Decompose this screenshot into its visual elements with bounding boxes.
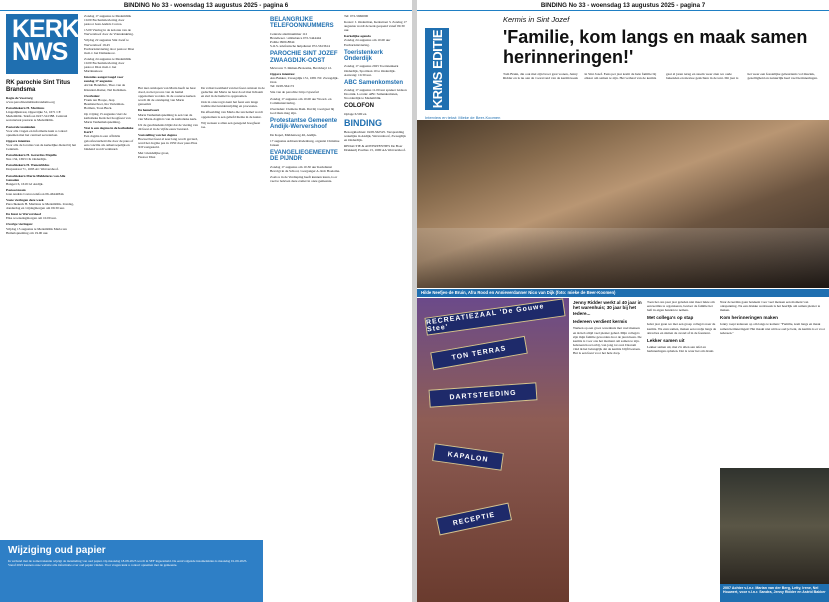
main-photo: [417, 120, 829, 288]
church-column-3: Het niet ontslapen van Maria heeft na haar dood, na het proces van de hemel opgenomen worden. In de oosterse kerken wordt dit de ontslaping van Maria genoemd. De hemelvaart Maria Tenhemelopneming is een van de vier Maria-dogma's van de katholieke kerk. Uit de geschiedenis blijkt dat de viering van dit feest al in de vijfde eeuw bestond. Vaststelling van het dogma Hoewel het feest al zeer lang wordt gevierd, werd het dogma pas in 1950 door paus Pius XII vastgesteld. Met vriendelijke groet, Pastoor Diaz: [138, 86, 198, 160]
kerknws-logo: KERK NWS: [12, 15, 79, 66]
oud-papier-banner: [0, 540, 263, 602]
krms-editie-label: [425, 28, 449, 110]
column3-sub2: Lekker samen uit: [647, 337, 685, 343]
section-maria: Parochiekern Maria Middelares van Alle Genaden: [6, 173, 66, 182]
phone-number: Tel: 0228-564172: [270, 84, 295, 89]
colofon-sub: Oplage 6.500 ex.: [344, 111, 368, 116]
evangelie-title: EVANGELIEGEMEENTE DE PIJNDR: [270, 150, 338, 163]
article-column-3: Naar de kermis gaan betekent voor veel mensen een moment van ontspanning. Na een drukke werkweek is het heerlijk om samen plezier te maken. Kom herinneringen maken Jenny roept iedereen op om langs te komen: "Familie, kom langs en maak samen herinneringen! Het maakt niet uit hoe oud je bent, de kermis is er voor iedereen.": [720, 300, 825, 335]
photo-tables: [417, 228, 829, 288]
intro-text: Tom Bruin, die ook met zijn broer gaat wonen, Jenny Ridder en is nu aan de vooravond van de kermisweek in Sint Jozef. Eens per jaar komt de hele familie bij elkaar om samen te zijn. Het verhaal van de kermis gaat al jaren terug en steeds weer zien we oude bekenden en nieuwe gezichten in de tent. Dit jaar is het weer een feestelijke gebeurtenis vol muziek, gezelligheid en natuurlijk heel veel herinneringen.: [503, 72, 818, 81]
church-column-2: Zondag 17 augustus te Medemblik 10.00 Eucharistieviering door pastoor Jean Andrés Correa. 13.00 Viering in de kolonie van de Wervershoof door de Vriendenkring. Vrijdag 22 augustus Sint Jozef te Wervershoof 19.45 Eucharistieviering door pastoor Diaz m.m.v. het Dameskoor. Zondag 24 augustus te Medemblik 10.00 Eucharistieviering door pastoor Diaz m.m.v. het Martinuskoor. Intenties aangevraagd voor zondag 17 augustus Alcide Hendrikx, Theo van de Klundert-Ruiter, Nel Kolkman. Overleden: Frank ten Hoope, Jaap Beemsterboer, Ina Verteiman-Botman, Toon Buck. Op vrijdag 15 augustus viert de katholieke Kerk het hoogfeest van Maria Tenhemelopneming. Wat is een dogma in de katholieke Kerk? Een dogma is een officiële geloofswaarheid die door de paus of een concilie als onherroepelijk en bindend wordt verklaard.: [84, 14, 134, 151]
right-newspaper-page: [417, 0, 829, 602]
group-photo: [720, 468, 829, 584]
church-column-1: RK parochie Sint Titus Brandsma Regio de Voorzorg www.parochiesinttitusbrandsma.org Parochiekern H. Martinus Lingedijkstraat, Opperrijke 51, 1671 CE Medemblik. Telefoon 0227-541388. Centraal secretariaat pastorie te Medemblik. Pastorale teamleden Voor alle vragen en informatie kunt u contact opnemen met het centraal secretariaat. Opgave intenties Voor alle de locaties van de kerkelijke dienst bij het Centrum. Parochiekern H. Gerardus Majella Nes 134, 1693 CK Onderdijk. Parochiekern H. Wenenfridus Dorpsstraat 71, 1693 AC Wervershoof. Parochiekern Maria Middelares van Alle Genaden Bangert 6, 1619 GJ Andijk. Pastoorsteam Jean Andrés Correa telefoon 06-46442844. Vaste vieringen deze week Parochiekerk H. Martinus te Medemblik. Zondag, donderdag en vrijdagmorgen om 09.30 uur. De Inzet te Wervershoof Elke woensdagmorgen om 10.00 uur. Overige vieringen: Vrijdag 15 augustus te Medemblik Maria ten Hemelopneming om 19.00 uur.: [6, 80, 77, 235]
group-photo-caption: 2007 Achter v.l.n.r. Marian van der Berg, Letty, Irene, Nel Houwert, voor v.l.n.r. Sandra, Jenny Ridder en Astrid Bakker: [720, 584, 829, 602]
sign-kapalon: KAPALON: [432, 443, 504, 471]
article-column-1: Jenny Ridder werkt al 40 jaar in het warenhuis; 30 jaar bij het Iedere... Iedereen verdient kermis Werken op een groot warenhuis met veel mensen en ik heb altijd veel plezier gehad. Mijn collega's zijn mijn familie geworden door de jaren heen. De kermis is voor ons het moment om samen te zijn. Iedereen hoort erbij, van jong tot oud. Daarom vind ik het belangrijk dat de kermis blijft bestaan. Het is een feest voor het hele dorp.: [573, 300, 642, 355]
parochiekern-title: Parochiekern H. Martinus: [6, 106, 45, 111]
column2-subhead: Met collega's op stap: [647, 315, 694, 321]
overige-head: Overige vieringen:: [6, 222, 34, 227]
pastoor-head: Pastoorsteam: [6, 187, 26, 192]
vieringen-head: Vaste vieringen deze week: [6, 197, 44, 202]
parochie-title: PAROCHIE SINT JOZEF ZWAAGDIJK-OOST: [270, 51, 338, 64]
sign-recreatiezaal: RECREATIEZAAL 'De Gouwe Stee': [424, 298, 565, 335]
right-page-header: [417, 0, 829, 11]
church-column-4: De volksvroomheid van het feest ontstaat in de gedachte dat Maria na haar dood met lichaam en ziel in de hemel is opgenomen. Ook in onze regio kent het feest een lange traditie met kruidenwijding en processies. De afbeelding van Maria die ten hemel wordt opgenomen is een geliefd thema in de kunst. Wij wensen u allen een gezegend hoogfeest toe.: [201, 86, 265, 129]
binding-logo: BINDING: [344, 117, 382, 128]
left-page-header: [0, 0, 412, 11]
opgave-intenties: Opgave intenties:: [270, 72, 296, 77]
opgave-head: Opgave intenties: [6, 138, 31, 143]
byline: Interview en tekst: Mieke de Beer-Koomen: [425, 115, 501, 120]
column1-subhead: Iedereen verdient kermis: [573, 319, 628, 325]
section-wenenfridus: Parochiekern H. Wenenfridus: [6, 163, 50, 168]
col2-dogma-head: Wat is een dogma in de katholieke Kerk?: [84, 126, 134, 135]
article-column-2: Toen het ons paar jaar geleden niet meer lukte om een kermis te organiseren, besloot de familie het heft in eigen handen te nemen. Met collega's op stap Ieder jaar gaan we met een groep collega's naar de kermis. We eten samen, maken een rondje langs de attracties en sluiten de avond af in de feesttent. Lekker samen uit Lekker samen uit, met z'n allen aan tafel en herinneringen ophalen. Dat is waar het om draait.: [647, 300, 717, 354]
sign-receptie: RECEPTIE: [436, 503, 512, 536]
church-name: RK parochie Sint Titus Brandsma: [6, 80, 71, 93]
belangrijke-title: BELANGRIJKE TELEFOONNUMMERS: [270, 17, 334, 30]
main-photo-caption: Hilde Neefjes-de Bruin, Afra Rood en Annieverdanner Nico van Dijk (foto: mieke de Beer-Koomen): [417, 289, 829, 297]
section-gerardus: Parochiekern H. Gerardus Majella: [6, 153, 57, 158]
abc-title: ABC Samenkomsten: [344, 79, 404, 86]
protestant-title: Protestantse Gemeente Andijk-Wervershoof: [270, 117, 338, 131]
colofon-title: COLOFON: [344, 103, 374, 110]
sign-ton-terras: TON TERRAS: [430, 336, 528, 370]
left-page-header-text: BINDING No 33 - woensdag 13 augustus 2025 - pagina 6: [123, 1, 289, 9]
col2-overleden-head: Overleden:: [84, 93, 101, 98]
church-region: Regio de Voorzorg: [6, 96, 33, 100]
info-column-6: Tel: 072-5666000 Koster: J. Onderman, Kerkstraat 3. Zondag 17 augustus wordt de kerk geopend vanaf 09.30 uur. Kerkelijke agenda Zondag 24 augustus om 10.00 uur Eucharistieviering. Toeristenkerk Onderdijk Zondag 17 augustus 2025 Toeristenkerk Onderdijk, Sportlaan 10 te Onderdijk. Aanvang: 10.30 uur. ABC Samenkomsten Zondag 17 augustus 11.00 uur spreker Gideon Doornik. Locatie: ABC Samenkomsten, Noorderdijk te Medemblik. COLOFON Oplage 6.500 ex. BINDING Bezorgklachten: 0228-562525. Verspreiding wekelijks in Andijk, Wervershoof, Zwaagdijk en Onderdijk. REDACTIE & ADVERTENTIES De Boer Drukkerij Postbus 13, 1690 AA Wervershoof.: [344, 14, 407, 153]
toerist-title: Toeristenkerk Onderdijk: [344, 49, 383, 63]
pastoral-head: Pastorale teamleden: [6, 124, 36, 129]
kerk-head: Kerkelijke agenda: [344, 34, 371, 39]
kicker: Kermis in Sint Jozef: [503, 15, 570, 24]
headline: 'Familie, kom langs en maak samen herinneringen!': [503, 27, 808, 67]
kermis-signs-photo: [417, 298, 569, 602]
left-newspaper-page: [0, 0, 412, 602]
column1-lead: Jenny Ridder werkt al 40 jaar in het warenhuis; 30 jaar bij het Iedere...: [573, 300, 642, 316]
interieur-head: De Inzet te Wervershoof: [6, 212, 42, 217]
church-site: www.parochiesinttitusbrandsma.org: [6, 100, 55, 105]
col2-intenties-head: Intenties aangevraagd voor zondag 17 augustus: [84, 75, 124, 84]
banner-title: Wijziging oud papier: [8, 545, 106, 556]
banner-text: In verband met de zomervakantie wijzigt de inzameling van oud papier. Op maandag 18-08-2025 wordt in SEF ingezameld. De eerstvolgende inzamelakties is maandag 01-09-2025. Vanaf 2025 kunnen onze website alle informatie over oud papier vinden. Voor vragen kunt u contact opnemen met de gemeente.: [8, 559, 248, 567]
krms-editie-text: KRMS EDITIE: [429, 29, 445, 109]
info-column-5: BELANGRIJKE TELEFOONNUMMERS Centrale alarmnummer 112 Brandweer / ambulance 072-5444444 Politie 0900-8844 S.O.S. telefonische hulpdienst 072-5613614 PAROCHIE SINT JOZEF ZWAAGDIJK-OOST Mevrouw T. Immen-Broiesma, Berckheyl 12. Opgave intenties: Ans Bakker, Zwaagdijk 131, 1681 NC Zwaagdijk-Oost. Tel: 0228-564172 Site van de parochie: http://sjozef.nl Zondag 17 augustus om 10.00 uur Woord- en Communieviering. Overleden: Clemens Dam. Dat hij voortgaat bij God thuis mag zijn. Protestantse Gemeente Andijk-Wervershoof De Kapel, Middenweg 46, Andijk. 17 augustus Adriaan Rodenburg, organist Christine Jansen EVANGELIEGEMEENTE DE PIJNDR Zondag 17 augustus om 10.30 uur Kerkdienst Bevolgt in de School, voorganger A. Rob Boeioma. Zoals u in de Verdieping heeft kunnen lezen, is er veel te beleven deze zomer in onze gemeente.: [270, 17, 340, 184]
sign-dartsteeding: DARTSTEEDING: [429, 382, 538, 407]
kerknws-masthead: [6, 14, 78, 74]
column3-subhead: Kom herinneringen maken: [720, 315, 778, 321]
right-page-header-text: BINDING No 33 - woensdag 13 augustus 2025 - pagina 7: [540, 1, 706, 9]
